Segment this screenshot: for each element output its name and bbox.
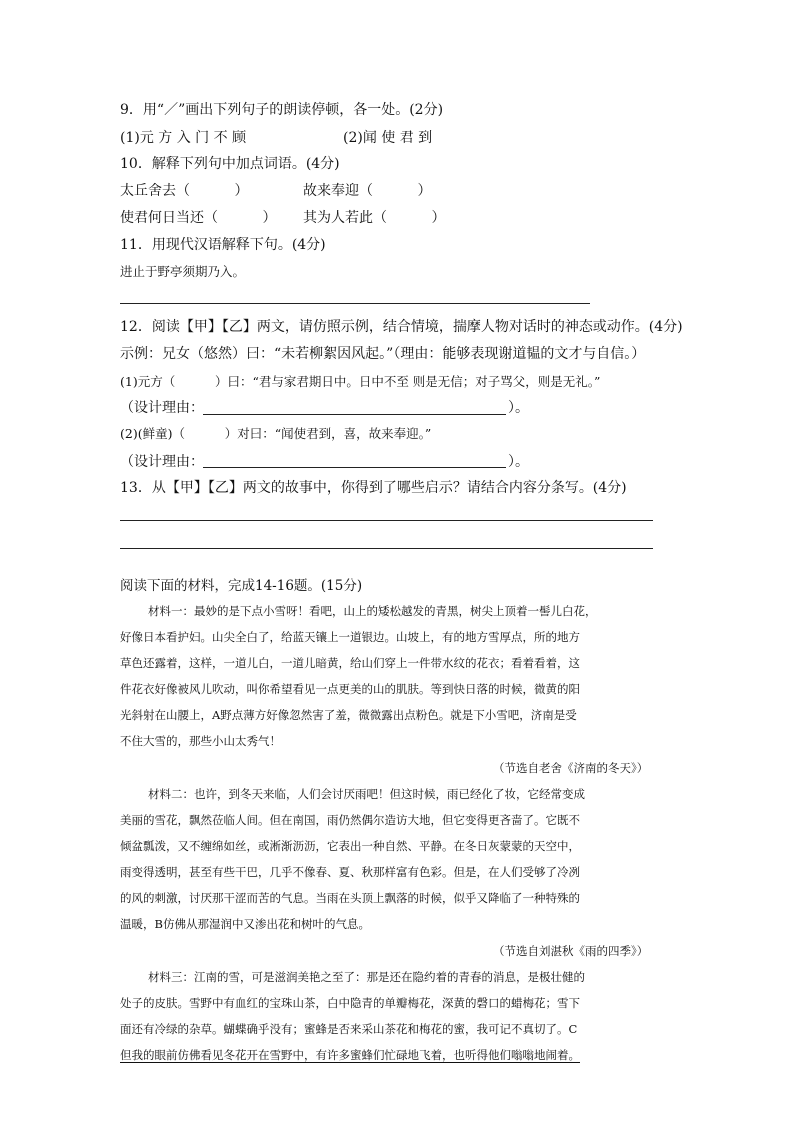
material-2-line: 材料二：也许，到冬天来临，人们会讨厌雨吧！但这时候，雨已经化了妆，它经常变成 bbox=[148, 787, 585, 801]
material-1-line: 件花衣好像被风儿吹动，叫你希望看见一点更美的山的肌肤。等到快日落的时候，微黄的阳 bbox=[120, 682, 580, 696]
material-2-line: 美丽的雪花，飘然莅临人间。但在南国，雨仍然偶尔造访大地，但它变得更吝啬了。它既不 bbox=[120, 813, 580, 827]
material-1-line: 不住大雪的，那些小山太秀气！ bbox=[120, 734, 281, 748]
q10-item-3: 使君何日当还（ ） bbox=[120, 210, 277, 226]
q13-answer-line-1 bbox=[120, 520, 653, 521]
q12-reason-2-line bbox=[203, 467, 506, 468]
material-3-line: 材料三：江南的雪，可是滋润美艳之至了：那是还在隐约着的青春的消息，是极壮健的 bbox=[148, 970, 585, 984]
q11-sentence: 进止于野亭须期乃入。 bbox=[120, 264, 246, 279]
material-3-underlined-line: 但我的眼前仿佛看见冬花开在雪野中，有许多蜜蜂们忙碌地飞着，也听得他们嗡嗡地闹着。 bbox=[120, 1048, 580, 1062]
q10-item-2: 故来奉迎（ ） bbox=[303, 183, 432, 199]
q12-stem: 12．阅读【甲】【乙】两文，请仿照示例，结合情境，揣摩人物对话时的神态或动作。(4分) bbox=[120, 319, 683, 335]
material-1-line: 材料一：最妙的是下点小雪呀！看吧，山上的矮松越发的青黑，树尖上顶着一髻儿白花， bbox=[148, 604, 597, 618]
material-2-line: 雨变得透明，甚至有些干巴，几乎不像春、夏、秋那样富有色彩。但是，在人们受够了冷冽 bbox=[120, 865, 580, 879]
material-2-line: 温暖，B仿佛从那湿润中又渗出花和树叶的气息。 bbox=[120, 917, 370, 931]
q13-answer-line-2 bbox=[120, 548, 653, 549]
material-1-line: 好像日本看护妇。山尖全白了，给蓝天镶上一道银边。山坡上，有的地方雪厚点，所的地方 bbox=[120, 630, 580, 644]
material-2-source: （节选自刘湛秋《雨的四季》） bbox=[493, 944, 649, 958]
q12-reason-2-close: ）。 bbox=[508, 454, 529, 470]
material-2-line: 倾盆瓢泼，又不缠绵如丝，或淅渐沥沥，它表出一种自然、平静。在冬日灰蒙蒙的天空中， bbox=[120, 839, 580, 853]
q12-reason-1-close: ）。 bbox=[508, 400, 529, 416]
q10-stem: 10．解释下列句中加点词语。(4分) bbox=[120, 156, 340, 172]
q9-stem: 9．用“／”画出下列句子的朗读停顿，各一处。(2分) bbox=[120, 102, 444, 118]
material-1-line: 草色还露着，这样，一道儿白，一道儿暗黄，给山们穿上一件带水纹的花衣；看着看着，这 bbox=[120, 656, 580, 670]
material-1-line: 光斜射在山腰上，A野点薄方好像忽然害了羞，微微露出点粉色。就是下小雪吧，济南是受 bbox=[120, 708, 577, 722]
reading-intro: 阅读下面的材料，完成14-16题。(15分) bbox=[120, 578, 363, 594]
q10-item-4: 其为人若此（ ） bbox=[303, 210, 446, 226]
q10-item-1: 太丘舍去（ ） bbox=[120, 183, 249, 199]
material-3-line: 处子的皮肤。雪野中有血红的宝珠山茶，白中隐青的单瓣梅花，深黄的磬口的蜡梅花；雪下 bbox=[120, 996, 580, 1010]
q12-item-1: (1)元方（ ）曰：“君与家君期日中。日中不至 则是无信；对子骂父，则是无礼。” bbox=[120, 374, 601, 389]
q13-stem: 13．从【甲】【乙】两文的故事中，你得到了哪些启示？请结合内容分条写。(4分) bbox=[120, 480, 627, 496]
q12-reason-1-line bbox=[203, 414, 506, 415]
q12-reason-2-label: （设计理由： bbox=[120, 454, 204, 470]
q12-item-2: (2)(鲜童)（ ）对曰：“闻使君到，喜，故来奉迎。” bbox=[120, 426, 432, 441]
material-2-line: 的风的刺激，讨厌那干涩而苦的气息。当雨在头顶上飘落的时候，似乎又降临了一种特殊的 bbox=[120, 891, 580, 905]
q11-stem: 11．用现代汉语解释下句。(4分) bbox=[120, 237, 326, 253]
material-3-line: 面还有冷绿的杂草。蝴蝶确乎没有；蜜蜂是否来采山茶花和梅花的蜜，我可记不真切了。C bbox=[120, 1022, 578, 1036]
q12-example: 示例：兄女（悠然）曰：“未若柳絮因风起。”（理由：能够表现谢道韫的文才与自信。） bbox=[120, 346, 646, 362]
q11-answer-line bbox=[120, 303, 590, 304]
q9-item-2: (2)闻 使 君 到 bbox=[343, 130, 433, 146]
q9-item-1: (1)元 方 入 门 不 顾 bbox=[120, 130, 247, 146]
q12-reason-1-label: （设计理由： bbox=[120, 400, 204, 416]
material-1-source: （节选自老舍《济南的冬天》） bbox=[493, 761, 649, 775]
